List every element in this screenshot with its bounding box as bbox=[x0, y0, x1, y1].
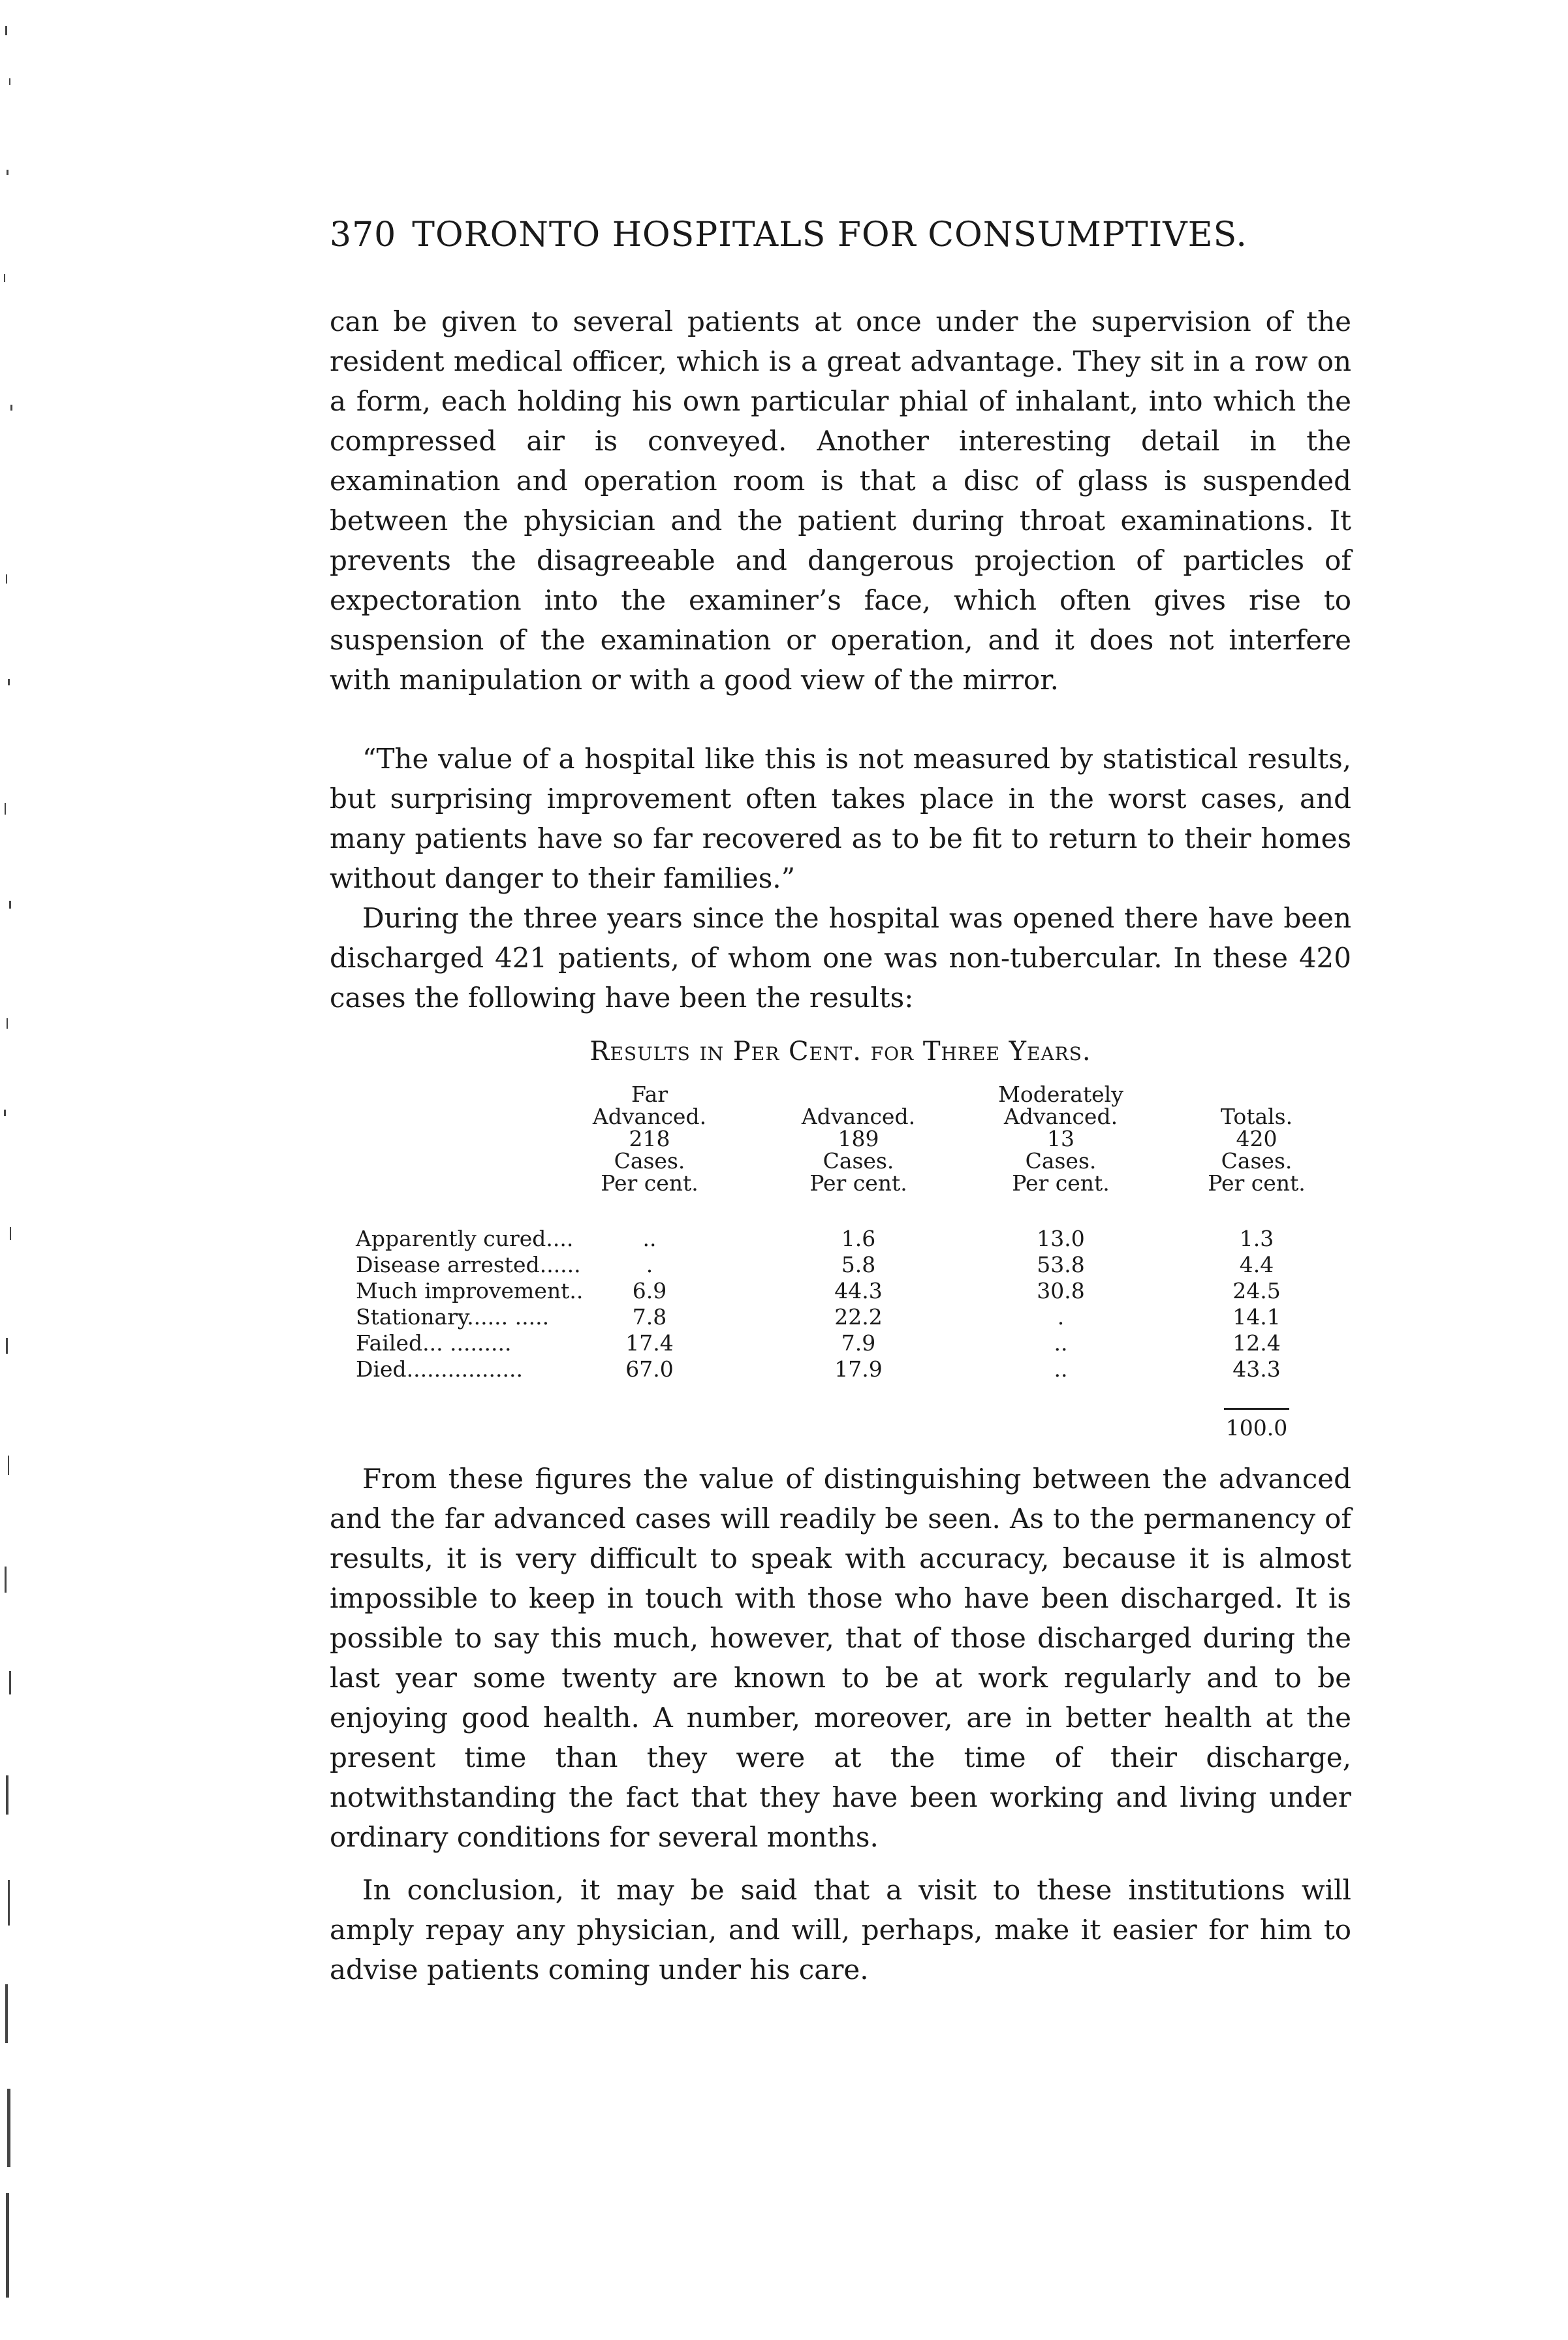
row-label-stationary: Stationary...... ..... bbox=[356, 1304, 550, 1330]
table-cell: . bbox=[1057, 1304, 1065, 1330]
table-cell: .. bbox=[642, 1226, 657, 1251]
table-cell: 6.9 bbox=[632, 1278, 667, 1303]
row-label-disease-arrested: Disease arrested...... bbox=[356, 1252, 581, 1277]
table-cell: .. bbox=[1054, 1356, 1068, 1382]
paragraph-conclusion: In conclusion, it may be said that a visit to these institutions will amply repay any physician, and will, perhaps, make it easier for him to advise patients coming under his care. bbox=[330, 1874, 1351, 1986]
running-title: TORONTO HOSPITALS FOR CONSUMPTIVES. bbox=[412, 215, 1247, 255]
page-number: 370 bbox=[330, 215, 397, 255]
row-label-failed: Failed... ......... bbox=[356, 1330, 512, 1356]
paragraph-inhalation: can be given to several patients at once under the supervision of the resident medical officer, which is a great advantage. They sit in a row on a form, each holding his own particular phial of inhalant, into which the compressed air is conveyed. Another interesting detail in the examination and operation room is that a disc of glass is suspended between the physician and the patient during throat examinations. It prevents the disagreeable and dangerous projection of particles of expectoration into the examiner’s face, which often gives rise to suspension of the examination or operation, and it does not interfere with manipulation or with a good view of the mirror. bbox=[330, 305, 1351, 696]
total-rule bbox=[1224, 1408, 1289, 1410]
table-cell: 44.3 bbox=[834, 1278, 883, 1303]
table-cell: 7.8 bbox=[632, 1304, 667, 1330]
table-cell: 5.8 bbox=[841, 1252, 876, 1277]
table-cell: 7.9 bbox=[841, 1330, 876, 1356]
table-cell: .. bbox=[1054, 1330, 1068, 1356]
table-cell: 13.0 bbox=[1037, 1226, 1085, 1251]
table-cell: 53.8 bbox=[1037, 1252, 1085, 1277]
table-cell: 14.1 bbox=[1232, 1304, 1281, 1330]
table-title: Results in Per Cent. for Three Years. bbox=[589, 1037, 1091, 1067]
table-cell: 22.2 bbox=[834, 1304, 883, 1330]
scan-margin-noise bbox=[0, 0, 39, 2340]
table-cell: 24.5 bbox=[1232, 1278, 1281, 1303]
table-cell: 17.9 bbox=[834, 1356, 883, 1382]
paragraph-discharged: During the three years since the hospital was opened there have been discharged 421 patients, of whom one was non-tubercular. In these 420 cases the following have been the results: bbox=[330, 902, 1351, 1014]
paragraph-figures: From these figures the value of distinguishing between the advanced and the far advanced cases will readily be seen. As to the permanency of results, it is very difficult to speak with accuracy, because it is almost impossible to keep in touch with those who have been discharged. It is possible to say this much, however, that of those discharged during the last year some twenty are known to be at work regularly and to be enjoying good health. A number, moreover, are in better health at the present time than they were at the time of their discharge, notwithstanding the fact that they have been working and living under ordinary conditions for several months. bbox=[330, 1463, 1351, 1853]
table-cell: 30.8 bbox=[1037, 1278, 1085, 1303]
column-header-totals: Totals. 420 Cases. Per cent. bbox=[1208, 1104, 1306, 1196]
table-cell: 4.4 bbox=[1239, 1252, 1274, 1277]
column-header-advanced: Advanced. 189 Cases. Per cent. bbox=[801, 1104, 916, 1196]
table-cell: 17.4 bbox=[625, 1330, 674, 1356]
paragraph-quote: “The value of a hospital like this is not measured by statistical results, but surprising improvement often takes place in the worst cases, and many patients have so far recovered as to be fit to return to their homes without danger to their families.” bbox=[330, 743, 1351, 894]
running-header bbox=[330, 215, 1348, 268]
row-label-died: Died................. bbox=[356, 1356, 523, 1382]
table-cell: . bbox=[646, 1252, 653, 1277]
table-cell: 43.3 bbox=[1232, 1356, 1281, 1382]
grand-total: 100.0 bbox=[1225, 1415, 1288, 1441]
row-label-much-improvement: Much improvement.. bbox=[356, 1278, 584, 1303]
column-header-far-advanced: Far Advanced. 218 Cases. Per cent. bbox=[592, 1082, 707, 1196]
column-header-moderately-advanced: Moderately Advanced. 13 Cases. Per cent. bbox=[998, 1082, 1123, 1196]
table-cell: 12.4 bbox=[1232, 1330, 1281, 1356]
table-cell: 1.6 bbox=[841, 1226, 876, 1251]
table-cell: 1.3 bbox=[1239, 1226, 1274, 1251]
table-cell: 67.0 bbox=[625, 1356, 674, 1382]
row-label-apparently-cured: Apparently cured.... bbox=[356, 1226, 574, 1251]
